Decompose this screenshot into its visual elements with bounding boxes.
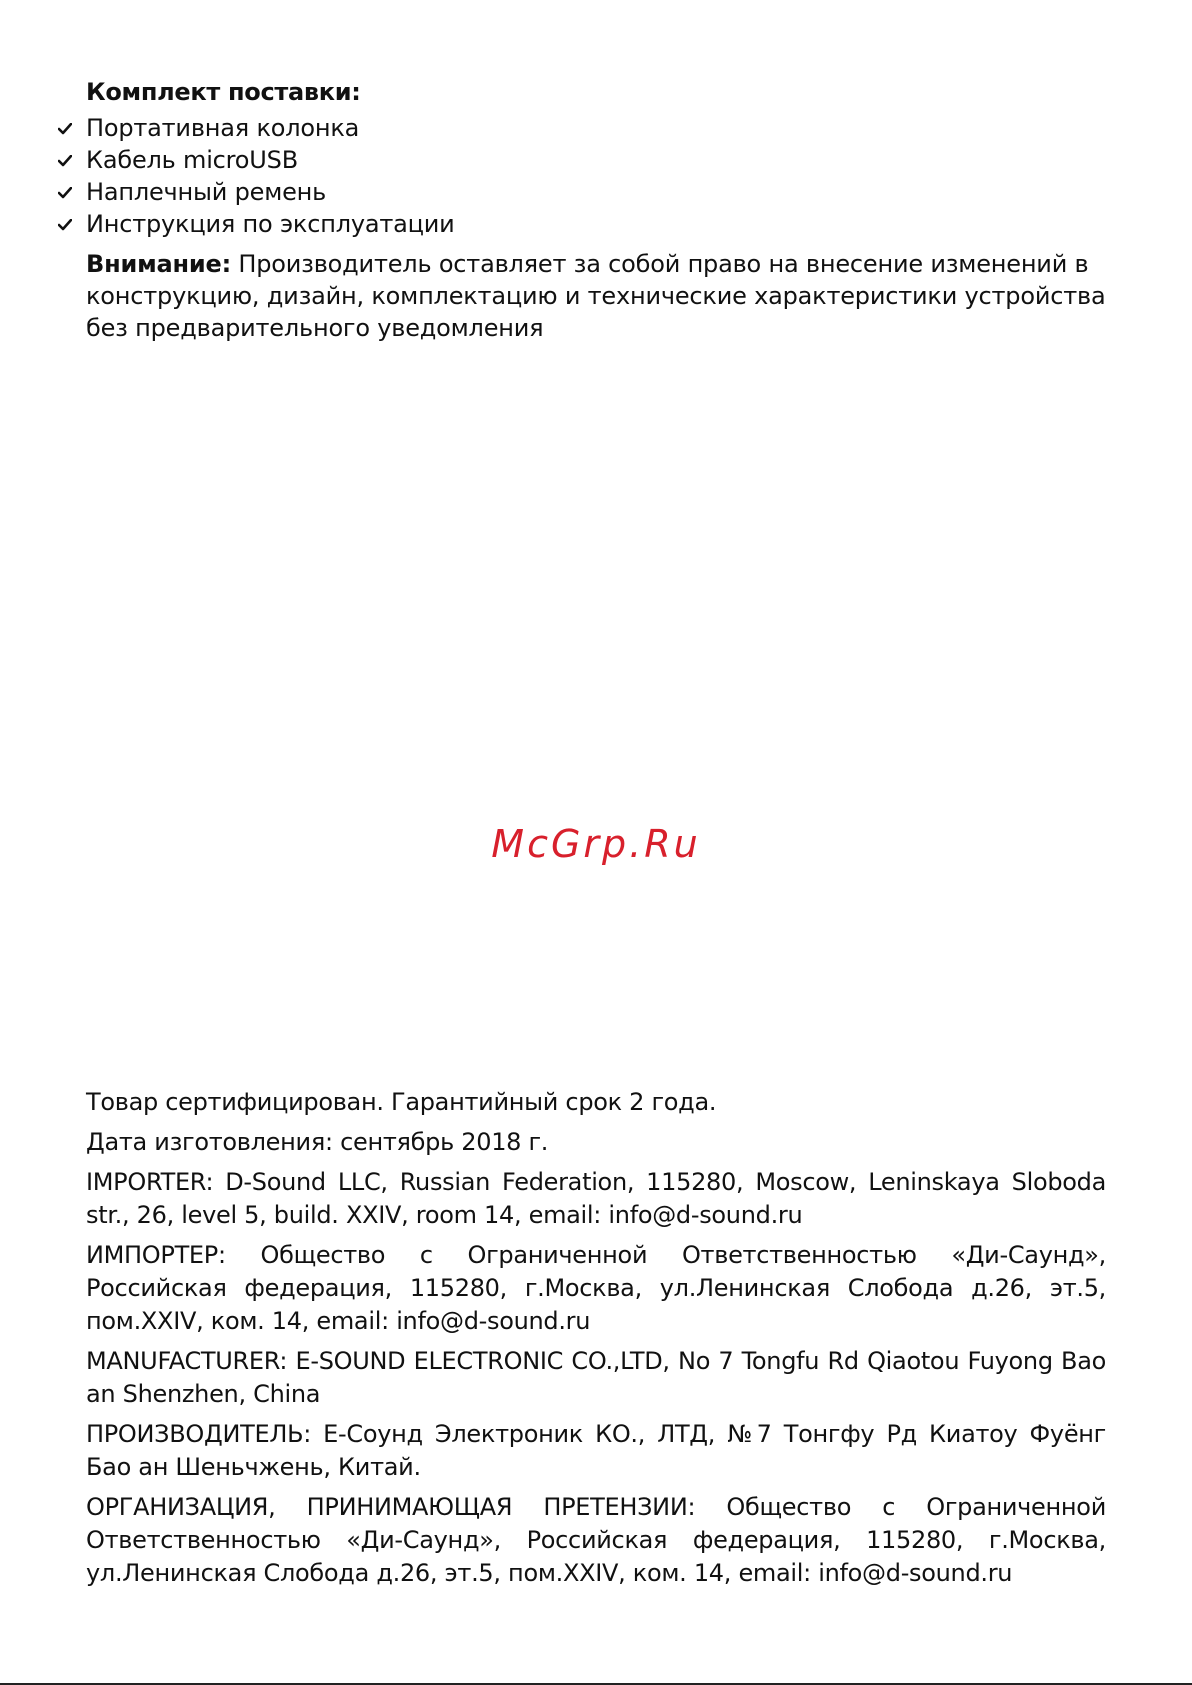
list-item-label: Портативная колонка	[86, 114, 360, 142]
manufacturer-ru: ПРОИЗВОДИТЕЛЬ: Е-Соунд Электроник КО., ЛТД, №7 Тонгфу Рд Киатоу Фуёнг Бао ан Шеньчжень, Китай.	[86, 1420, 1106, 1481]
importer-ru: ИМПОРТЕР: Общество с Ограниченной Ответственностью «Ди-Саунд», Российская федерация, 115280, г.Москва, ул.Ленинская Слобода д.26, эт.5, пом.XXIV, ком. 14, email: info@d-sound.ru	[86, 1241, 1106, 1335]
watermark-logo: McGrp.Ru	[491, 822, 701, 866]
checkmark-icon	[58, 219, 72, 231]
delivery-set-title: Комплект поставки:	[86, 78, 361, 106]
checkmark-icon	[58, 123, 72, 135]
list-item	[86, 112, 1106, 144]
manufacturer-notice	[86, 248, 1106, 344]
list-item-label: Инструкция по эксплуатации	[86, 210, 455, 238]
importer-en: IMPORTER: D-Sound LLC, Russian Federation, 115280, Moscow, Leninskaya Sloboda str., 26, level 5, build. XXIV, room 14, email: info@d-sound.ru	[86, 1168, 1106, 1229]
notice-label: Внимание:	[86, 250, 231, 278]
legal-info-section	[86, 1086, 1106, 1597]
list-item	[86, 208, 1106, 240]
delivery-set-list	[86, 112, 1106, 240]
checkmark-icon	[58, 187, 72, 199]
list-item-label: Наплечный ремень	[86, 178, 327, 206]
manufacture-date: Дата изготовления: сентябрь 2018 г.	[86, 1128, 549, 1156]
notice-text: Производитель оставляет за собой право на внесение изменений в конструкцию, дизайн, комплектацию и технические характеристики устройства без предварительного уведомления	[86, 250, 1106, 342]
checkmark-icon	[58, 155, 72, 167]
claims-organization: ОРГАНИЗАЦИЯ, ПРИНИМАЮЩАЯ ПРЕТЕНЗИИ: Общество с Ограниченной Ответственностью «Ди-Саунд», Российская федерация, 115280, г.Москва, ул.Ленинская Слобода д.26, эт.5, пом.XXIV, ком. 14, email: info@d-sound.ru	[86, 1493, 1106, 1587]
certification-text: Товар сертифицирован. Гарантийный срок 2 года.	[86, 1088, 717, 1116]
list-item	[86, 144, 1106, 176]
delivery-set-section	[86, 78, 1106, 344]
manufacturer-en: MANUFACTURER: E-SOUND ELECTRONIC CO.,LTD, No 7 Tongfu Rd Qiaotou Fuyong Bao an Shenzhen, China	[86, 1347, 1106, 1408]
list-item	[86, 176, 1106, 208]
list-item-label: Кабель microUSB	[86, 146, 298, 174]
